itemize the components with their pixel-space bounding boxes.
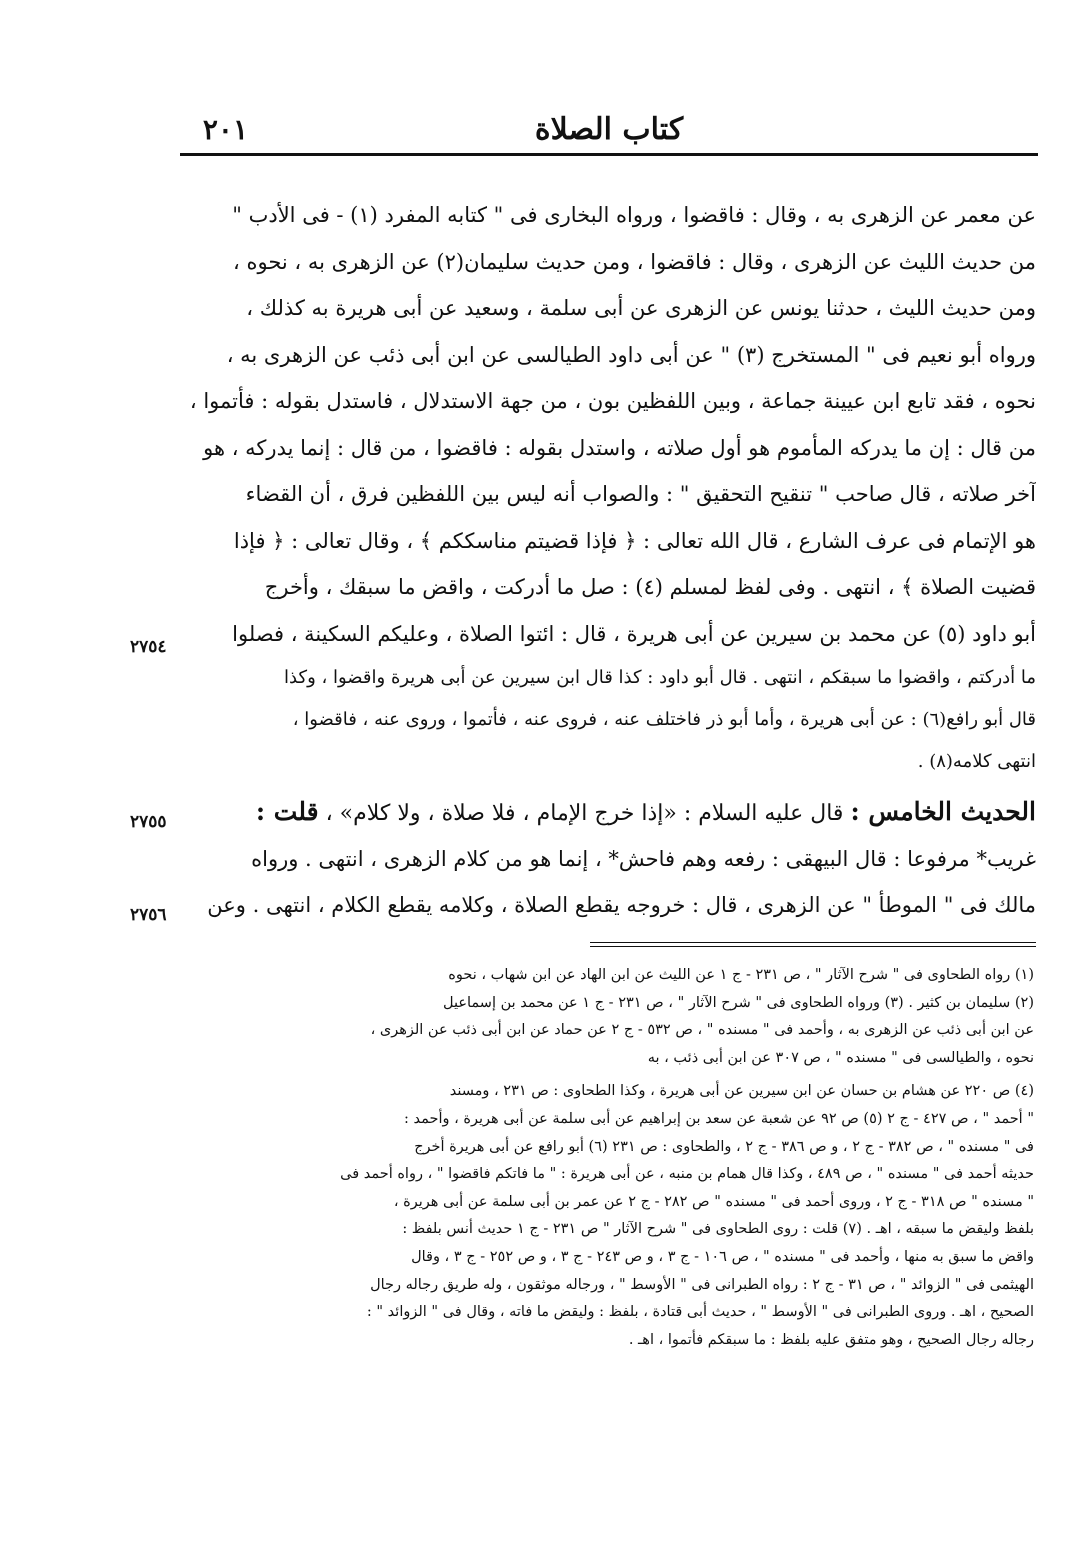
footnote-line: (٢) سليمان بن كثير . (٣) ورواه الطحاوى فى " شرح الآثار " ، ص ٢٣١ - ج ١ عن محمد بن إسماعيل	[442, 994, 1034, 1011]
footnote-line: (٤) ص ٢٢٠ عن هشام بن حسان عن ابن سيرين عن أبى هريرة ، وكذا الطحاوى : ص ٢٣١ ، ومسند	[449, 1083, 1034, 1100]
hadith-heading-line	[178, 789, 1036, 836]
footnote-line: الصحيح ، اهـ . وروى الطبرانى فى " الأوسط " ، حديث أبى قتادة ، بلفظ : وليقض ما فاته ، وقال فى " الزوائد " :	[366, 1304, 1034, 1321]
text-line: انتهى كلامه(٨) .	[917, 751, 1036, 772]
page-number: ٢٠١	[202, 113, 248, 146]
header-rule	[180, 153, 1038, 156]
footnote-separator	[590, 946, 1036, 947]
footnote-line: بلفظ وليقض ما سبقه ، اهـ . (٧) قلت : روى الطحاوى فى " شرح الآثار " ص ٢٣١ - ج ١ حديث أنس بلفظ :	[402, 1221, 1034, 1238]
text-line: غريب* مرفوعا : قال البيهقى : رفعه وهم فاحش* ، إنما هو من كلام الزهرى ، انتهى . ورواه	[251, 846, 1036, 871]
hadith-margin-number: ٢٧٥٤	[130, 637, 167, 657]
footnote-line: فى " مسنده " ، ص ٣٨٢ - ج ٢ ، و ص ٣٨٦ - ج ٢ ، والطحاوى : ص ٢٣١ (٦) أبو رافع عن أبى هريرة أخرج	[414, 1138, 1034, 1155]
page-header	[180, 108, 1038, 152]
text-line: من قال : إن ما يدركه المأموم هو أول صلاته ، واستدل بقوله : فاقضوا ، من قال : إنما يدركه ، هو	[203, 435, 1036, 460]
footnote-line: حديثه أحمد فى " مسنده " ، ص ٤٨٩ ، وكذا قال همام بن منبه ، عن أبى هريرة : " ما فاتكم فاقضوا " ، رواه أحمد فى	[340, 1166, 1034, 1183]
text-line: مالك فى " الموطأ " عن الزهرى ، قال : خروجه يقطع الصلاة ، وكلامه يقطع الكلام ، انتهى . وعن	[207, 893, 1036, 917]
text-line: من حديث الليث عن الزهرى ، وقال : فاقضوا ، ومن حديث سليمان(٢) عن الزهرى به ، نحوه ،	[233, 249, 1036, 274]
text-line: قضيت الصلاة ﴾ ، انتهى . وفى لفظ لمسلم (٤) : صل ما أدركت ، واقض ما سبقك ، وأخرج	[264, 575, 1036, 599]
footnote-separator	[590, 942, 1036, 943]
main-text	[178, 192, 1036, 929]
footnote-line: (١) رواه الطحاوى فى " شرح الآثار " ، ص ٢٣١ - ج ١ عن الليث عن ابن الهاد عن ابن شهاب ، نحوه	[448, 967, 1034, 983]
footnotes	[182, 962, 1034, 1354]
footnote-line: " مسنده " ص ٣١٨ - ج ٢ ، وروى أحمد فى " مسنده " ص ٢٨٢ - ج ٢ عن عمر بن أبى سلمة عن أبى هريرة ،	[393, 1193, 1034, 1210]
text-line: عن معمر عن الزهرى به ، وقال : فاقضوا ، ورواه البخارى فى " كتابه المفرد (١) - فى الأدب "	[232, 203, 1036, 227]
footnote-line: الهيثمى فى " الزوائد " ، ص ٣١ - ج ٢ : رواه الطبرانى فى " الأوسط " ، ورجاله موثقون ، وله طريق رجاله رجال	[370, 1276, 1034, 1293]
footnote-line: عن ابن أبى ذئب عن الزهرى به ، وأحمد فى " مسنده " ، ص ٥٣٢ - ج ٢ عن حماد عن ابن أبى ذئب عن الزهرى ،	[370, 1022, 1034, 1039]
text-line: ما أدركتم ، واقضوا ما سبقكم ، انتهى . قال أبو داود : كذا قال ابن سيرين عن أبى هريرة واقضوا ، وكذا	[284, 667, 1036, 688]
text-line: ورواه أبو نعيم فى " المستخرج (٣) " عن أبى داود الطيالسى عن ابن أبى ذئب عن الزهرى به ،	[226, 342, 1036, 367]
hadith-heading: الحديث الخامس :	[850, 797, 1036, 826]
hadith-text: قال عليه السلام : «إذا خرج الإمام ، فلا صلاة ، ولا كلام» ،	[318, 801, 851, 826]
text-line: نحوه ، فقد تابع ابن عيينة جماعة ، وبين اللفظين بون ، من جهة الاستدلال ، فاستدل بقوله : فأتموا ،	[189, 389, 1036, 413]
footnote-line: " أحمد " ، ص ٤٢٧ - ج ٢ (٥) ص ٩٢ عن شعبة عن سعد بن إبراهيم عن أبى سلمة عن أبى هريرة ، وأحمد :	[404, 1110, 1034, 1127]
hadith-margin-number: ٢٧٥٥	[130, 812, 167, 832]
hadith-margin-number: ٢٧٥٦	[130, 905, 167, 925]
text-line: أبو داود (٥) عن محمد بن سيرين عن أبى هريرة ، قال : ائتوا الصلاة ، وعليكم السكينة ، فصلوا	[232, 621, 1036, 646]
text-line: قال أبو رافع(٦) : عن أبى هريرة ، وأما أبو ذر فاختلف عنه ، فروى عنه ، فأتموا ، وروى عنه ، فاقضوا ،	[292, 709, 1036, 730]
text-line: آخر صلاته ، قال صاحب " تنقيح التحقيق " : والصواب أنه ليس بين اللفظين فرق ، أن القضاء	[245, 482, 1036, 506]
footnote-line: واقض ما سبق به منها ، وأحمد فى " مسنده " ، ص ١٠٦ - ج ٣ ، و ص ٢٤٣ - ج ٣ ، و ص ٢٥٢ - ج ٣ ، وقال	[411, 1248, 1034, 1265]
qult-label: قلت :	[255, 797, 319, 826]
footnote-line: نحوه ، والطيالسى فى " مسنده " ، ص ٣٠٧ عن ابن أبى ذئب ، به	[647, 1049, 1034, 1066]
chapter-title: كتاب الصلاة	[534, 112, 684, 147]
text-line: هو الإتمام فى عرف الشارع ، قال الله تعالى : ﴿ فإذا قضيتم مناسككم ﴾ ، وقال تعالى : ﴿ فإذا	[233, 528, 1036, 553]
footnote-line: رجاله رجال الصحيح ، وهو متفق عليه بلفظ : ما سبقكم فأتموا ، اهـ .	[628, 1331, 1034, 1348]
text-line: ومن حديث الليث ، حدثنا يونس عن الزهرى عن أبى سلمة ، وسعيد عن أبى هريرة به كذلك ،	[246, 296, 1036, 320]
